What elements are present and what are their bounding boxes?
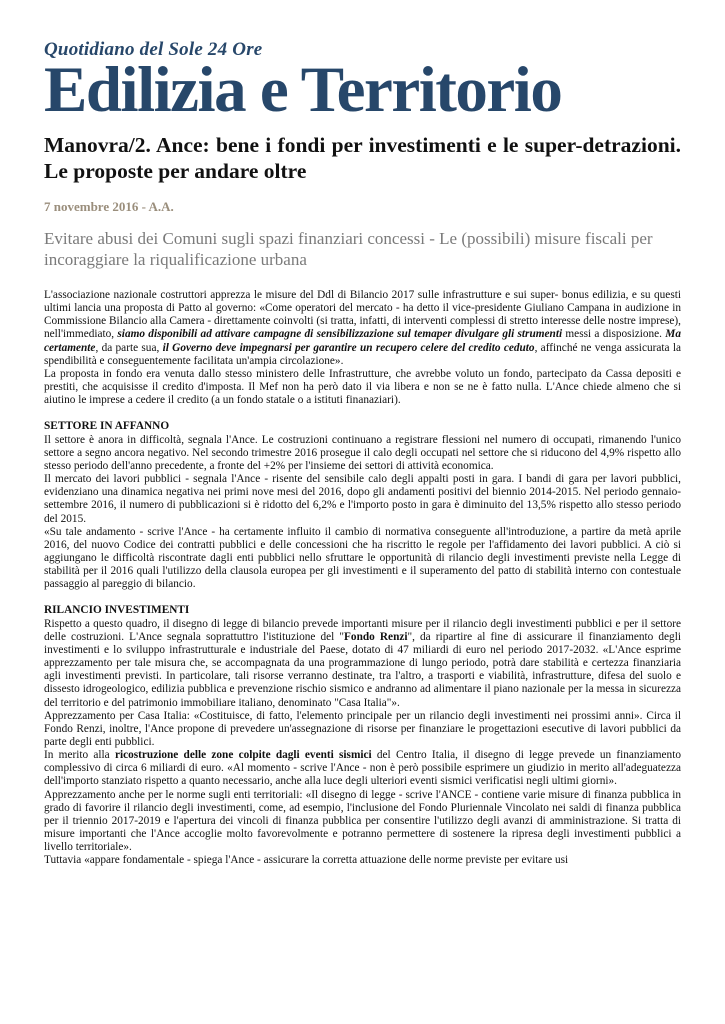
emphasis-run: siamo disponibili ad attivare campagne di sensibilizzazione sul temaper divulgare gli strumenti xyxy=(117,328,563,341)
paragraph-8 xyxy=(44,749,681,788)
text-run: In merito alla xyxy=(44,749,115,762)
masthead xyxy=(44,39,684,126)
text-run: del Centro Italia, il disegno di legge prevede un finanziamento complessivo di circa 6 miliardi di euro. «Al momento - scrive l'Ance - non è però possibile esprimere un giudizio in merito all'adeguatezza dell'importo stanziato rispetto a quanto necessario, anche alla luce degli ulteriori eventi sismici verificatisi negli ultimi giorni». xyxy=(44,749,681,788)
article-headline: Manovra/2. Ance: bene i fondi per investimenti e le super-detrazioni. Le proposte per andare oltre xyxy=(44,133,681,183)
spacer xyxy=(44,407,681,420)
article-dateline: 7 novembre 2016 - A.A. xyxy=(44,199,174,214)
paragraph-9: Apprezzamento anche per le norme sugli enti territoriali: «Il disegno di legge - scrive l'ANCE - contiene varie misure di finanza pubblica in grado di favorire il rilancio degli investimenti, come, ad esempio, l'inclusione del Fondo Pluriennale Vincolato nei saldi di finanza pubblica per il triennio 2017-2019 e l'apertura dei vincoli di finanza pubblica per consentire l'utilizzo degli avanzi di amministrazione. Si tratta di misure importanti che l'Ance accoglie molto favorevolmente e potranno permettere di sostenere la ripresa degli investimenti pubblici a livello territoriale». xyxy=(44,788,681,854)
text-run: , da parte sua, xyxy=(95,341,163,354)
text-run: ", da ripartire al fine di assicurare il finanziamento degli investimenti e lo sviluppo infrastrutturale e industriale del Paese, dotato di 47 miliardi di euro nel periodo 2017-2032. «L'Ance esprime apprezzamento per tale misura che, se accompagnata da una programmazione di lungo periodo, potrà dare stabilità e certezza finanziaria agli investimenti previsti. In particolare, tali risorse verranno destinate, tra l'altro, a trasporti e viabilità, infrastrutture, difesa del suolo e dissesto idrogeologico, edilizia pubblica e prevenzione rischio sismico e andranno ad alimentare il piano nazionale per la messa in sicurezza del territorio e del patrimonio immobiliare italiano, denominato "Casa Italia"». xyxy=(44,630,681,709)
paragraph-10: Tuttavia «appare fondamentale - spiega l'Ance - assicurare la corretta attuazione delle norme previste per evitare usi xyxy=(44,854,569,867)
emphasis-run: il Governo deve impegnarsi per garantire un recupero celere del credito ceduto xyxy=(162,341,535,354)
section-heading-settore: SETTORE IN AFFANNO xyxy=(44,420,170,433)
text-run: Rispetto a questo quadro, il disegno di legge di bilancio prevede importanti misure per il rilancio degli investimenti pubblici e per il settore delle costruzioni. L'Ance segnala soprattuttro l'istituzione del " xyxy=(44,617,681,643)
paragraph-5: «Su tale andamento - scrive l'Ance - ha certamente influito il cambio di normativa conseguente all'introduzione, a partire da metà aprile 2016, del nuovo Codice dei contratti pubblici e delle concessioni che ha riscritto le regole per l'affidamento dei lavori pubblici. A ciò si aggiungano le difficoltà riscontrate dagli enti pubblici nello sfruttare le opportunità di rilancio degli investimenti previste nella Legge di stabilità per il 2016 quali l'utilizzo della clausola europea per gli investimenti e il superamento del patto di stabilità interno con contestuale passaggio al pareggio di bilancio. xyxy=(44,525,681,591)
masthead-brand-logo: Edilizia e Territorio xyxy=(44,54,562,126)
emphasis-run: Ma certamente xyxy=(44,328,681,354)
article-body xyxy=(44,289,681,868)
article-subtitle: Evitare abusi dei Comuni sugli spazi finanziari concessi - Le (possibili) misure fiscali per incoraggiare la riqualificazione urbana xyxy=(44,229,653,269)
paragraph-4: Il mercato dei lavori pubblici - segnala l'Ance - risente del sensibile calo degli appalti posti in gara. I bandi di gara per lavori pubblici, evidenziano una dinamica negativa nei primi nove mesi del 2016, dopo gli andamenti positivi del biennio 2014-2015. Nel periodo gennaio-settembre 2016, il numero di pubblicazioni si è ridotto del 6,2% e l'importo posto in gara è diminuito del 13,5% rispetto allo stesso periodo del 2015. xyxy=(44,473,681,525)
paragraph-2: La proposta in fondo era venuta dallo stesso ministero delle Infrastrutture, che avrebbe voluto un fondo, partecipato da Cassa depositi e prestiti, che acquisisse il credito d'imposta. Il Mef non ha però dato il via libera e non se ne è fatto nulla. L'Ance chiede almeno che si aiutino le imprese a cedere il credito (a un fondo statale o a istituti finanaziari). xyxy=(44,367,681,407)
paragraph-3: Il settore è anora in difficoltà, segnala l'Ance. Le costruzioni continuano a registrare flessioni nel numero di occupati, rimanendo l'unico settore a segno ancora negativo. Nel secondo trimestre 2016 prosegue il calo degli occupati nel settore che si riducono del 4,9% rispetto allo stesso periodo dell'anno precedente, a fronte del +2% per l'insieme dei settori di attività economica. xyxy=(44,433,681,472)
bold-run: Fondo Renzi xyxy=(344,630,408,643)
masthead-kicker: Quotidiano del Sole 24 Ore xyxy=(44,39,263,60)
paragraph-7: Apprezzamento per Casa Italia: «Costituisce, di fatto, l'elemento principale per un rilancio degli investimenti nei prossimi anni». Circa il Fondo Renzi, inoltre, l'Ance propone di prevedere un'assegnazione di risorse per finanziare le progettazioni esecutive di lavori pubblici da parte degli enti pubblici. xyxy=(44,709,681,748)
paragraph-1 xyxy=(44,289,681,368)
text-run: L'associazione nazionale costruttori apprezza le misure del Ddl di Bilancio 2017 sulle infrastrutture e sui super- bonus edilizia, e su questi ultimi lancia una proposta di Patto al governo: «Come operatori del mercato - ha detto il vice-presidente Giuliano Campana in audizione in Commissione Bilancio alla Camera - direttamente coinvolti (si tratta, infatti, di interventi complessi di stretto interesse delle nostre imprese), nell'immediato, xyxy=(44,289,681,341)
paragraph-6 xyxy=(44,618,681,710)
spacer xyxy=(44,591,681,604)
section-heading-rilancio: RILANCIO INVESTIMENTI xyxy=(44,604,190,617)
text-run: messi a disposizione. xyxy=(562,328,666,341)
text-run: , affinché ne venga assicurata la spendibilità e conseguentemente facilitata un'ampia circolazione». xyxy=(44,341,681,367)
bold-run: ricostruzione delle zone colpite dagli eventi sismici xyxy=(114,749,372,762)
